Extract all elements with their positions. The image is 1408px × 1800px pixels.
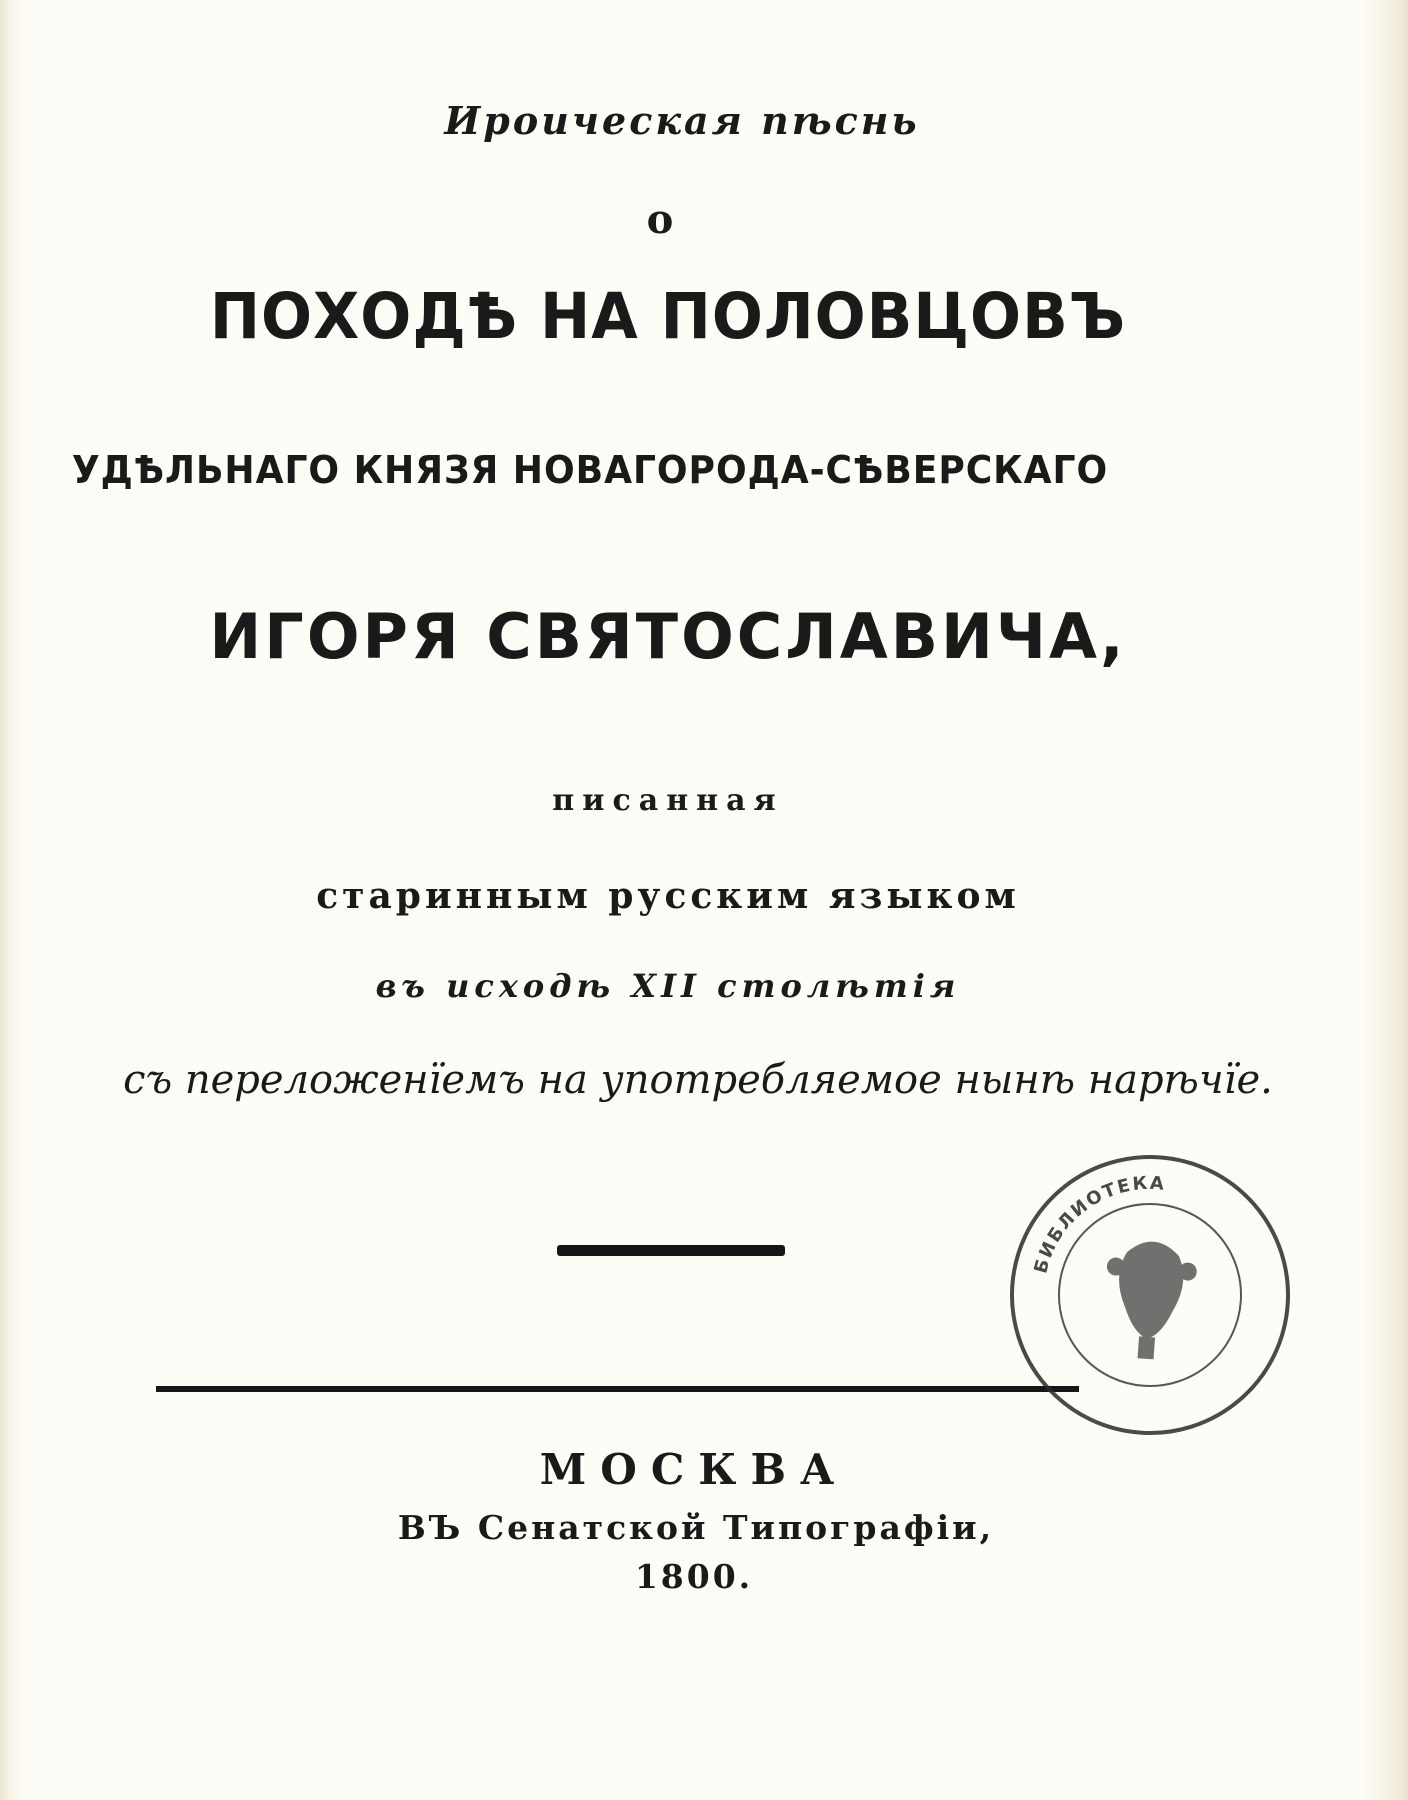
stamp-text: БИБЛИОТЕКА xyxy=(1030,1172,1167,1276)
subtitle-translation: съ переложенïемъ на употребляемое нынѣ нарѣчïе. xyxy=(123,1057,1273,1103)
title-line-campaign: ПОХОДѢ НА ПОЛОВЦОВЪ xyxy=(209,280,1127,354)
title-line-igor: ИГОРЯ СВЯТОСЛАВИЧА, xyxy=(209,600,1127,673)
title-line-prince: УДѢЛЬНАГО КНЯЗЯ НОВАГОРОДА-СѢВЕРСКАГО xyxy=(71,448,1109,492)
subtitle-written: писанная xyxy=(552,783,784,818)
divider-rule xyxy=(156,1386,1079,1392)
title-line-heroic-song: Ироическая пѣснь xyxy=(444,98,920,143)
ornamental-rule xyxy=(557,1245,785,1256)
imprint-year: 1800. xyxy=(634,1557,754,1596)
imprint-press: ВЪ Сенатской Типографiи, xyxy=(397,1508,995,1547)
subtitle-language: старинным русским языком xyxy=(316,875,1020,917)
library-stamp xyxy=(1001,1146,1300,1445)
subtitle-century: въ исходѣ XII столѣтія xyxy=(375,967,961,1005)
title-line-about: о xyxy=(646,196,674,243)
imprint-city: МОСКВА xyxy=(539,1445,849,1494)
